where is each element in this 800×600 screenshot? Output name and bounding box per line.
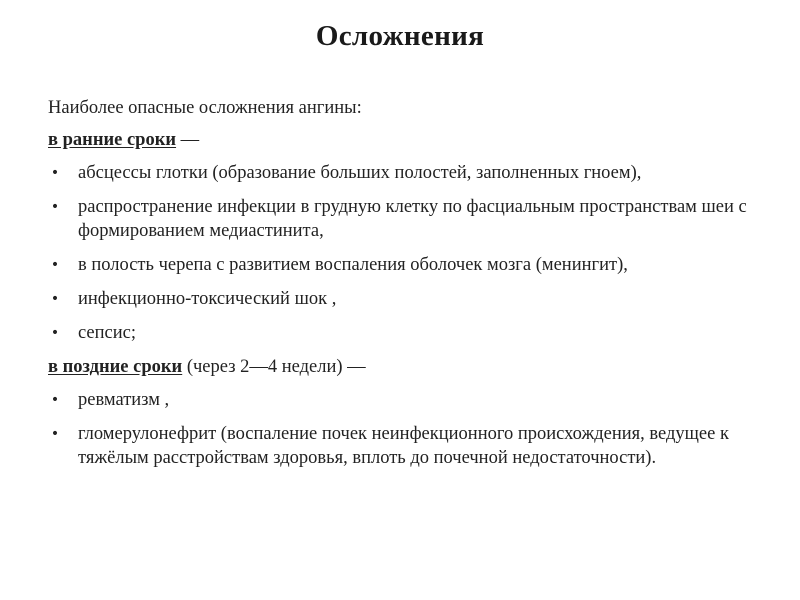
early-section-suffix: —: [176, 130, 200, 150]
list-item: [48, 321, 748, 345]
list-item-text: инфекционно-токсический шок ,: [78, 289, 337, 309]
list-item-text: ревматизм ,: [78, 390, 170, 410]
bullet-icon: •: [50, 392, 60, 408]
list-item: [48, 388, 748, 412]
bullet-icon: •: [50, 257, 60, 273]
late-section-suffix: (через 2—4 недели) —: [182, 357, 366, 377]
list-item-text: в полость черепа с развитием воспаления оболочек мозга (менингит),: [78, 255, 628, 275]
list-item-text: абсцессы глотки (образование больших полостей, заполненных гноем),: [78, 163, 642, 183]
list-item-text: сепсис;: [78, 323, 137, 343]
list-item-text: гломерулонефрит (воспаление почек неинфекционного происхождения, ведущее к тяжёлым расстройствам здоровья, вплоть до почечной недостаточности).: [78, 424, 729, 468]
bullet-icon: •: [50, 291, 60, 307]
bullet-icon: •: [50, 426, 60, 442]
list-item-text: распространение инфекции в грудную клетку по фасциальным пространствам шеи с формированием медиастинита,: [78, 197, 747, 241]
early-complications-list: [48, 161, 748, 345]
slide-title: Осложнения: [315, 20, 485, 52]
early-section-heading: [48, 128, 748, 152]
list-item: [48, 287, 748, 311]
bullet-icon: •: [50, 199, 60, 215]
list-item: [48, 253, 748, 277]
early-section-label: в ранние сроки: [48, 130, 177, 150]
list-item: [48, 161, 748, 185]
late-section-label: в поздние сроки: [48, 357, 183, 377]
list-item: [48, 195, 748, 243]
intro-text: Наиболее опасные осложнения ангины:: [48, 98, 362, 118]
late-complications-list: [48, 388, 748, 470]
slide-content: [48, 96, 748, 480]
bullet-icon: •: [50, 325, 60, 341]
bullet-icon: •: [50, 165, 60, 181]
late-section-heading: [48, 355, 748, 379]
list-item: [48, 422, 748, 470]
